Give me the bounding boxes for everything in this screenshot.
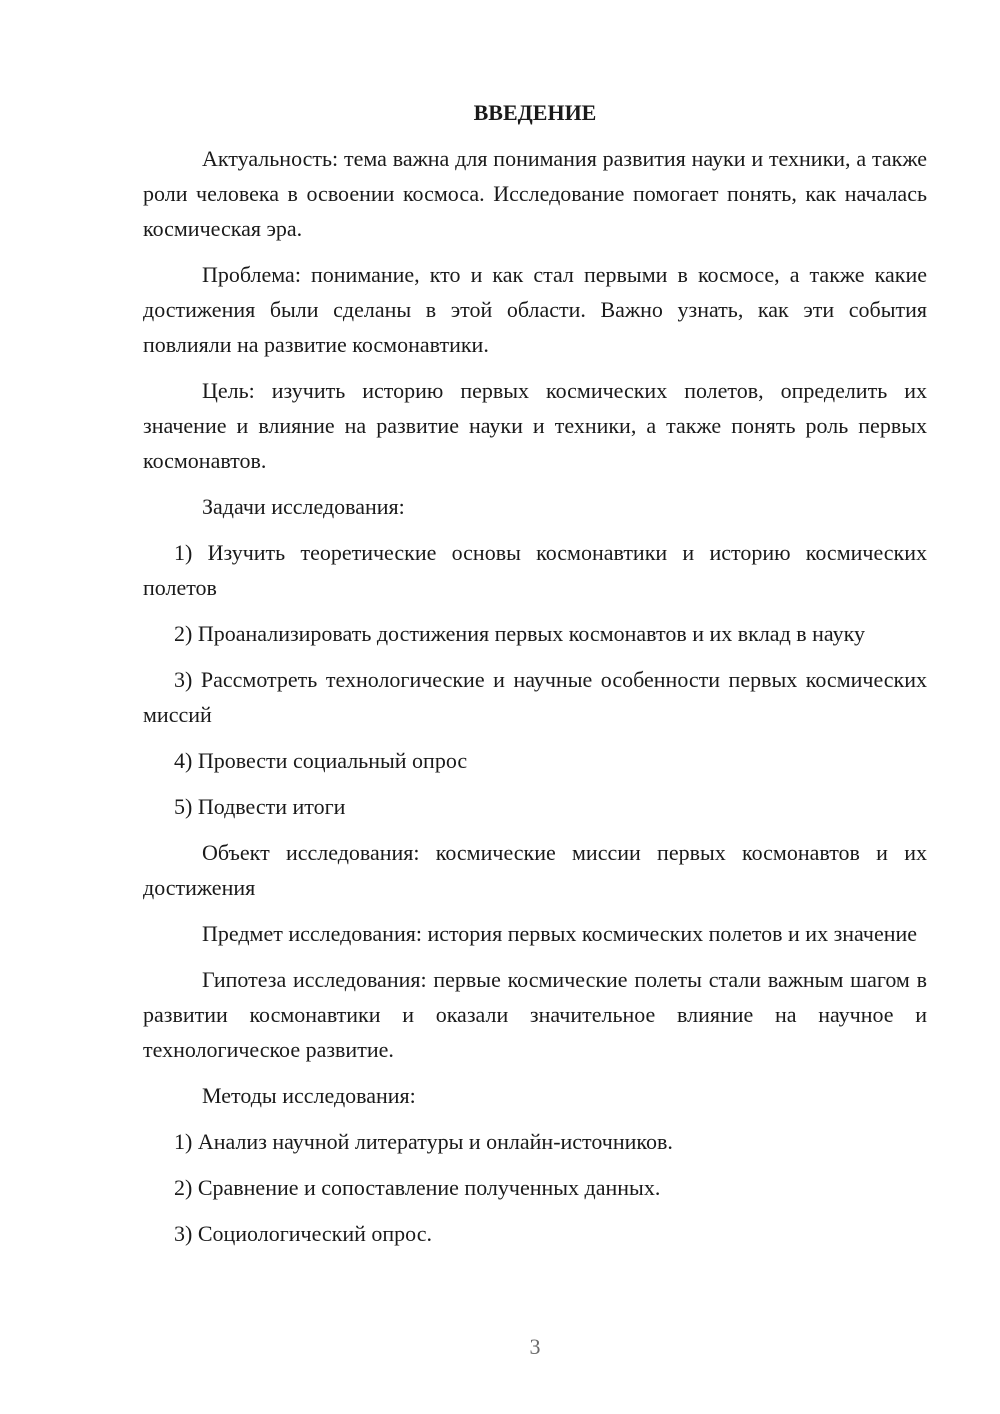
method-item: 2) Сравнение и сопоставление полученных данных. (174, 1175, 661, 1200)
section-title: ВВЕДЕНИЕ (473, 100, 597, 125)
method-item: 1) Анализ научной литературы и онлайн-источников. (174, 1129, 673, 1154)
method-item: 3) Социологический опрос. (174, 1221, 432, 1246)
task-item: 3) Рассмотреть технологические и научные особенности первых космических миссий (143, 667, 927, 727)
subject-paragraph: Предмет исследования: история первых космических полетов и их значение (202, 921, 918, 946)
hypothesis-paragraph: Гипотеза исследования: первые космические полеты стали важным шагом в развитии космонавтики и оказали значительное влияние на научное и технологическое развитие. (143, 967, 927, 1062)
relevance-paragraph: Актуальность: тема важна для понимания развития науки и техники, а также роли человека в освоении космоса. Исследование помогает понять, как началась космическая эра. (143, 146, 927, 241)
task-item: 1) Изучить теоретические основы космонавтики и историю космических полетов (143, 540, 927, 600)
object-paragraph: Объект исследования: космические миссии первых космонавтов и их достижения (143, 840, 927, 900)
task-item: 2) Проанализировать достижения первых космонавтов и их вклад в науку (174, 621, 865, 646)
page-content (143, 95, 927, 1262)
problem-paragraph: Проблема: понимание, кто и как стал первыми в космосе, а также какие достижения были сделаны в этой области. Важно узнать, как эти события повлияли на развитие космонавтики. (143, 262, 927, 357)
task-item: 5) Подвести итоги (174, 794, 346, 819)
goal-paragraph: Цель: изучить историю первых космических полетов, определить их значение и влияние на развитие науки и техники, а также понять роль первых космонавтов. (143, 378, 927, 473)
task-item: 4) Провести социальный опрос (174, 748, 468, 773)
methods-heading: Методы исследования: (202, 1083, 416, 1108)
tasks-heading: Задачи исследования: (202, 494, 405, 519)
page-number: 3 (529, 1334, 541, 1359)
